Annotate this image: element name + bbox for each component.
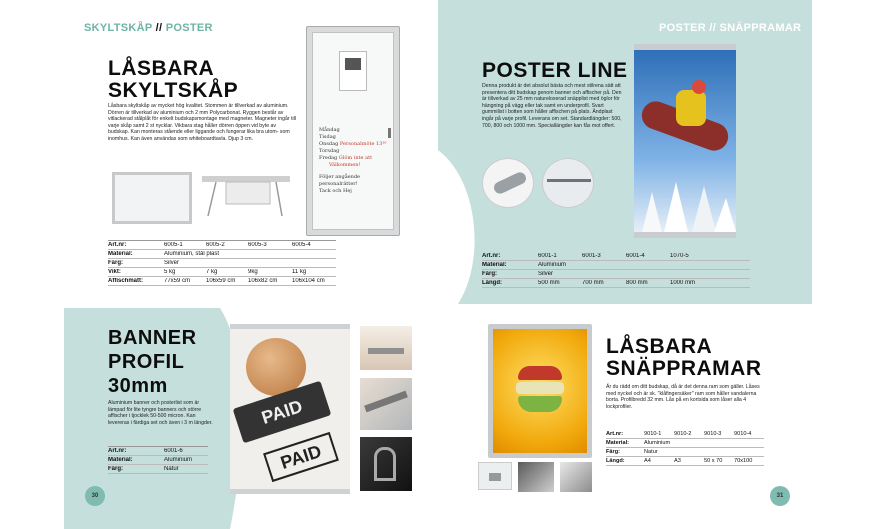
snappramar-specs-material: Material: Aluminium (606, 439, 764, 448)
posterline-description: Denna produkt är det absolut bästa och mest stilrena sätt att presentera ditt budskap genom banner och affischer på. Den är tillverkad av 25 mm naturelоxerad snäpplist med öglor för hängning på vägg eller tak samt en underprofil. Svart gummilist i botten som håller affischen på plats. Ändplast ingår på varje profil. Leverans om set. Standardlängder: 500, 700, 800 och 1000 mm. Speciallängder kan fås mot offert. (482, 83, 622, 129)
stamp-block: PAID (233, 381, 332, 444)
skyltskap-title: LÅSBARA SKYLTSKÅP (108, 57, 239, 102)
lock-detail-photo-2 (518, 462, 554, 492)
whiteboard-showcase (306, 26, 400, 236)
stamped-text: PAID (263, 432, 339, 482)
specs-row-vikt: Vikt: 5 kg 7 kg 9kg 11 kg (108, 268, 336, 277)
page-number-left: 30 (85, 486, 105, 506)
snowboarder-helmet (692, 80, 706, 94)
apple-slice-flesh (516, 382, 564, 394)
banner-description: Aluminium banner och posterlist som är lämpad för lite tyngre banners och större affischer i tjocklek 50-500 micron. Kan levereras i färdiga set och även i 3 m längder. (108, 400, 213, 426)
snowboarder-jacket (676, 90, 706, 126)
snowboard-poster (634, 42, 736, 240)
snappramar-title: LÅSBARA SNÄPPRAMAR (606, 335, 762, 380)
banner-specs-artnr: Art.nr: 6001-6 (108, 447, 208, 456)
skyltskap-description: Låsbara skyltskåp av mycket hög kvalitet. Stommen är tillverkad av aluminium. Dörren är tillverkad av aluminium och 2 mm Polycarbonat. Ryggen består av vitlackerad stålplåt för enkelt budskapsmontage med magneter. Magneter ingår till varje skåp samt 2 st nycklar. Vikbara stag håller dörren öppen vid byte av budskap. Kan monteras stående eller liggande och fungerar lika bra utom- som inomhus. Kan även användas som whiteboardtavla. Djup 3 cm. (108, 103, 297, 142)
apple-slice-red (518, 366, 562, 380)
banner-title: BANNER PROFIL 30mm (108, 327, 197, 397)
specs-row-affischmatt: Affischmått: 77x59 cm 106x59 cm 106x82 cm 106x104 cm (108, 277, 336, 286)
poster-rail-bottom (634, 232, 736, 238)
skyltskap-open-image (196, 172, 296, 224)
snappramar-specs (606, 430, 764, 466)
posterline-specs (482, 252, 750, 288)
specs-row-farg: Färg: Silver (108, 259, 336, 268)
snappramar-specs-langd: Längd: A4 A3 50 x 70 70x100 (606, 457, 764, 466)
posterline-specs-material: Material: Aluminium (482, 261, 750, 270)
snappramar-specs-farg: Färg: Natur (606, 448, 764, 457)
skyltskap-closed-image (112, 172, 192, 224)
posterline-specs-langd: Längd: 500 mm 700 mm 800 mm 1000 mm (482, 279, 750, 288)
apple-slice-green (518, 396, 562, 412)
banner-paid-image (230, 324, 350, 494)
lock-detail-photo-3 (560, 462, 592, 492)
notice-paper (339, 51, 367, 91)
posterline-title: POSTER LINE (482, 59, 628, 82)
banner-specs-material: Material: Aluminium (108, 456, 208, 465)
left-page-header: SKYLTSKÅP // POSTER (84, 22, 213, 34)
banner-detail-photo-3 (360, 437, 412, 491)
page-number-right: 31 (770, 486, 790, 506)
snappramar-specs-artnr: Art.nr: 9010-1 9010-2 9010-3 9010-4 (606, 430, 764, 439)
banner-specs (108, 446, 208, 474)
profile-detail-circle-2 (542, 158, 594, 208)
profile-detail-circle-1 (482, 158, 534, 208)
right-page-header: POSTER // SNÄPPRAMAR (659, 22, 802, 34)
lock-icon (388, 128, 391, 138)
whiteboard-notes: Måndag Tisdag Onsdag Personalmöte 13³⁰ Torsdag Fredag Glöm inte att Välkommen! Följer angående personalrätter! Tack och Hej (319, 127, 387, 194)
posterline-specs-farg: Färg: Silver (482, 270, 750, 279)
specs-row-artnr: Art.nr: 6005-1 6005-2 6005-3 6005-4 (108, 241, 336, 250)
right-page (438, 0, 875, 529)
lock-detail-photo-1 (478, 462, 512, 490)
skyltskap-specs (108, 240, 336, 286)
snowy-trees (634, 162, 736, 232)
poster-rail-top (634, 44, 736, 50)
snappramar-description: Är du rädd om ditt budskap, då är det denna ram som gäller. Låses med nyckel och är sk. "klåfingersäker" ram som håller vandalerna borta. Profilbredd 32 mm. Lås på en kortsida som låser alla 4 lockprofiler. (606, 384, 760, 410)
posterline-specs-artnr: Art.nr: 6001-1 6001-3 6001-4 1070-5 (482, 252, 750, 261)
banner-detail-photo-2 (360, 378, 412, 430)
banner-specs-farg: Färg: Natur (108, 465, 208, 474)
specs-row-material: Material: Aluminium, stål plast (108, 250, 336, 259)
snapframe-poster (488, 324, 592, 458)
banner-detail-photo-1 (360, 326, 412, 370)
